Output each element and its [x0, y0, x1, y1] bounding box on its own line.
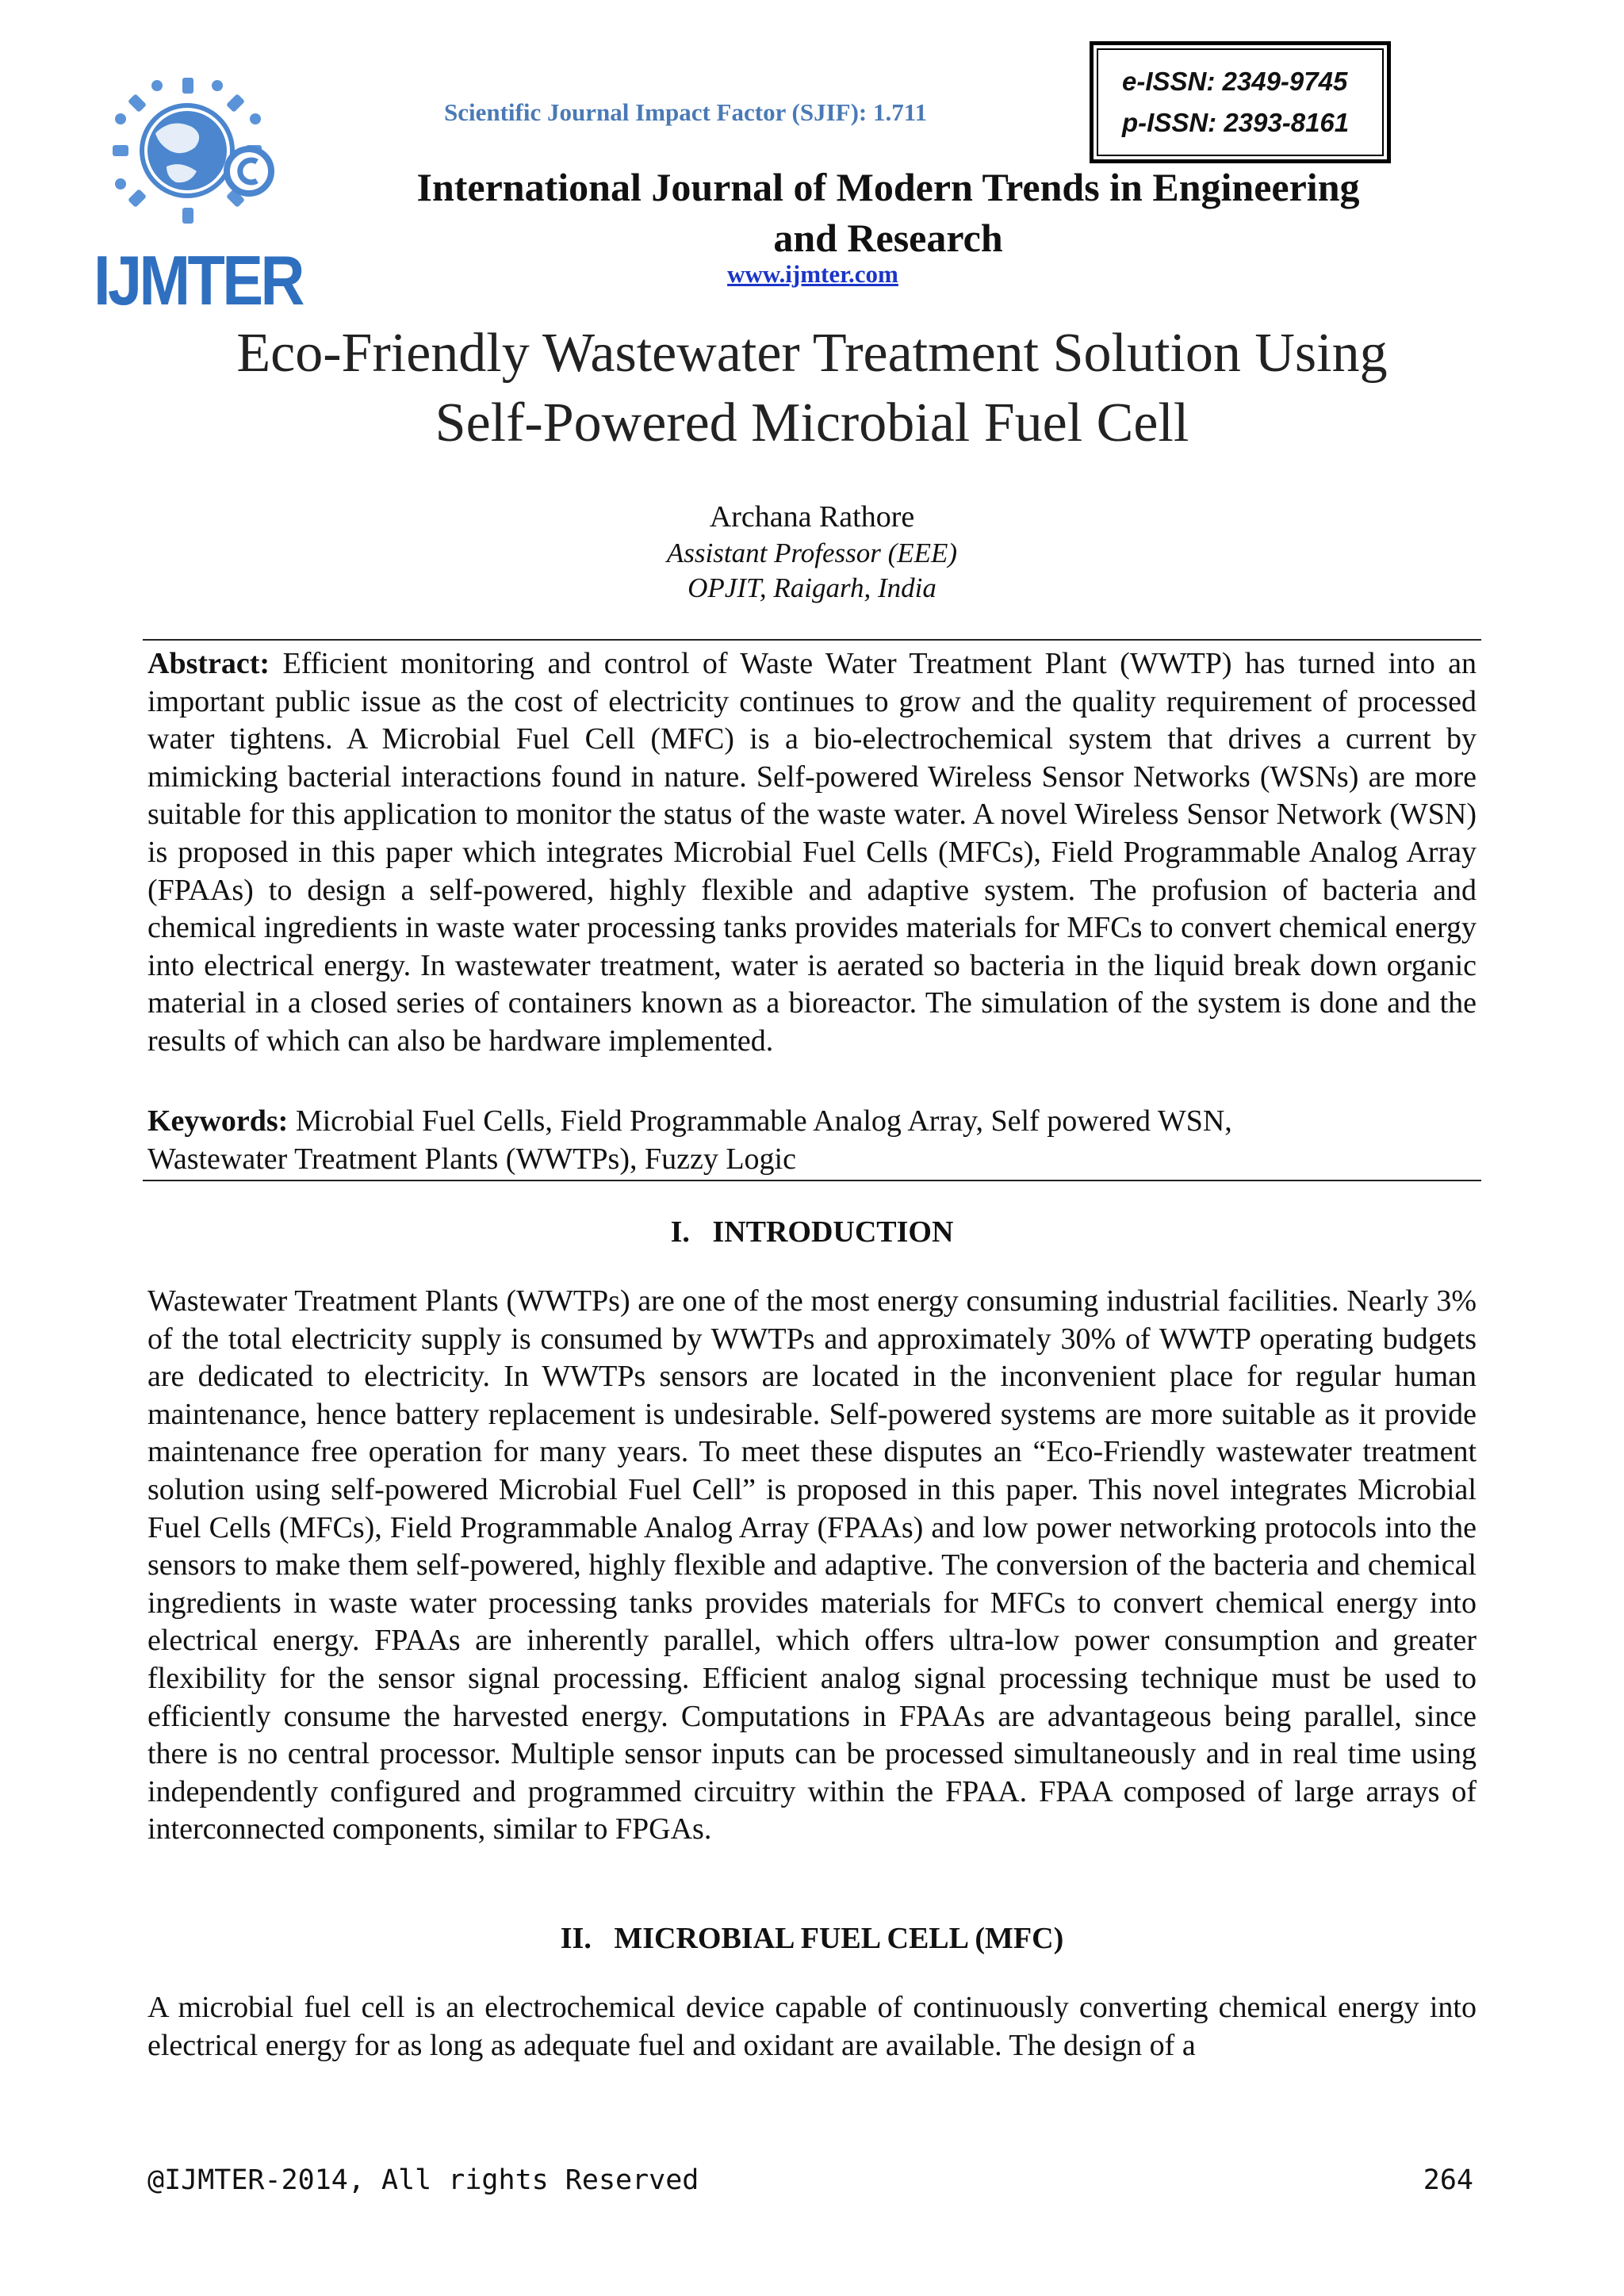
introduction-text: Wastewater Treatment Plants (WWTPs) are one of the most energy consuming industrial facilities. Nearly 3% of the total electricity supply is consumed by WWTPs and approximately 30% of WWTP operating budgets are dedicated to electricity. In WWTPs sensors are located in the inconvenient place for regular human maintenance, hence battery replacement is undesirable. Self-powered systems are more suitable as it provide maintenance free operation for many years. To meet these disputes an “Eco-Friendly wastewater treatment solution using self-powered Microbial Fuel Cell” is proposed in this paper. This novel integrates Microbial Fuel Cells (MFCs), Field Programmable Analog Array (FPAAs) and low power networking protocols into the sensors to make them self-powered, highly flexible and adaptive. The conversion of the bacteria and chemical ingredients in waste water processing tanks provides materials for MFCs to convert chemical energy into electrical energy. FPAAs are inherently parallel, which offers ultra-low power consumption and greater flexibility for the sensor signal processing. Efficient analog signal processing technique must be used to efficiently consume the harvested energy. Computations in FPAAs are advantageous being parallel, since there is no central processor. Multiple sensor inputs can be processed simultaneously and in real time using independently configured and programmed circuitry within the FPAA. FPAA composed of large arrays of interconnected components, similar to FPGAs. [147, 1284, 1477, 1846]
issn-box [1090, 41, 1391, 163]
eissn: e-ISSN: 2349-9745 [1122, 67, 1348, 96]
author-institution: OPJIT, Raigarh, India [688, 572, 936, 603]
section-heading-introduction: I. INTRODUCTION [670, 1215, 954, 1249]
paper-title [127, 319, 1497, 458]
journal-name [301, 162, 1475, 263]
impact-factor: Scientific Journal Impact Factor (SJIF): 1.711 [444, 98, 928, 126]
keywords-line2: Wastewater Treatment Plants (WWTPs), Fuzzy Logic [147, 1142, 796, 1176]
abstract-top-rule [143, 639, 1481, 641]
author-role: Assistant Professor (EEE) [666, 538, 958, 568]
author-name: Archana Rathore [709, 500, 915, 534]
abstract-label: Abstract: [147, 647, 270, 680]
abstract-text: Efficient monitoring and control of Waste Water Treatment Plant (WWTP) has turned into an important public issue as the cost of electricity continues to grow and the quality requirement of processed water tightens. A Microbial Fuel Cell (MFC) is a bio-electrochemical system that drives a current by mimicking bacterial interactions found in nature. Self-powered Wireless Sensor Networks (WSNs) are more suitable for this application to monitor the status of the waste water. A novel Wireless Sensor Network (WSN) is proposed in this paper which integrates Microbial Fuel Cells (MFCs), Field Programmable Analog Array (FPAAs) to design a self-powered, highly flexible and adaptive system. The profusion of bacteria and chemical ingredients in waste water processing tanks provides materials for MFCs to convert chemical energy into electrical energy. In wastewater treatment, water is aerated so bacteria in the liquid break down organic material in a closed series of containers known as a bioreactor. The simulation of the system is done and the results of which can also be hardware implemented. [147, 647, 1477, 1058]
mfc-text: A microbial fuel cell is an electrochemical device capable of continuously converting chemical energy into electrical energy for as long as adequate fuel and oxidant are available. The design of a [147, 1991, 1477, 2062]
logo-wordmark: IJMTER [94, 241, 302, 320]
page-number: 264 [1423, 2164, 1473, 2196]
pissn: p-ISSN: 2393-8161 [1122, 108, 1350, 137]
globe-gear-icon [94, 78, 301, 244]
abstract [147, 645, 1477, 1061]
abstract-bottom-rule [143, 1180, 1481, 1181]
journal-url-link[interactable]: www.ijmter.com [727, 260, 898, 288]
keywords [147, 1102, 1477, 1178]
journal-logo [94, 78, 302, 320]
paper-title-line2: Self-Powered Microbial Fuel Cell [435, 392, 1189, 453]
paper-title-line1: Eco-Friendly Wastewater Treatment Solution Using [236, 323, 1388, 384]
footer-copyright: @IJMTER-2014, All rights Reserved [147, 2164, 699, 2196]
keywords-line1: Microbial Fuel Cells, Field Programmable Analog Array, Self powered WSN, [295, 1104, 1232, 1138]
section-heading-mfc: II. MICROBIAL FUEL CELL (MFC) [560, 1922, 1064, 1955]
keywords-label: Keywords: [147, 1104, 289, 1138]
journal-name-line1: International Journal of Modern Trends in Engineering [416, 165, 1360, 209]
journal-name-line2: and Research [773, 216, 1003, 260]
